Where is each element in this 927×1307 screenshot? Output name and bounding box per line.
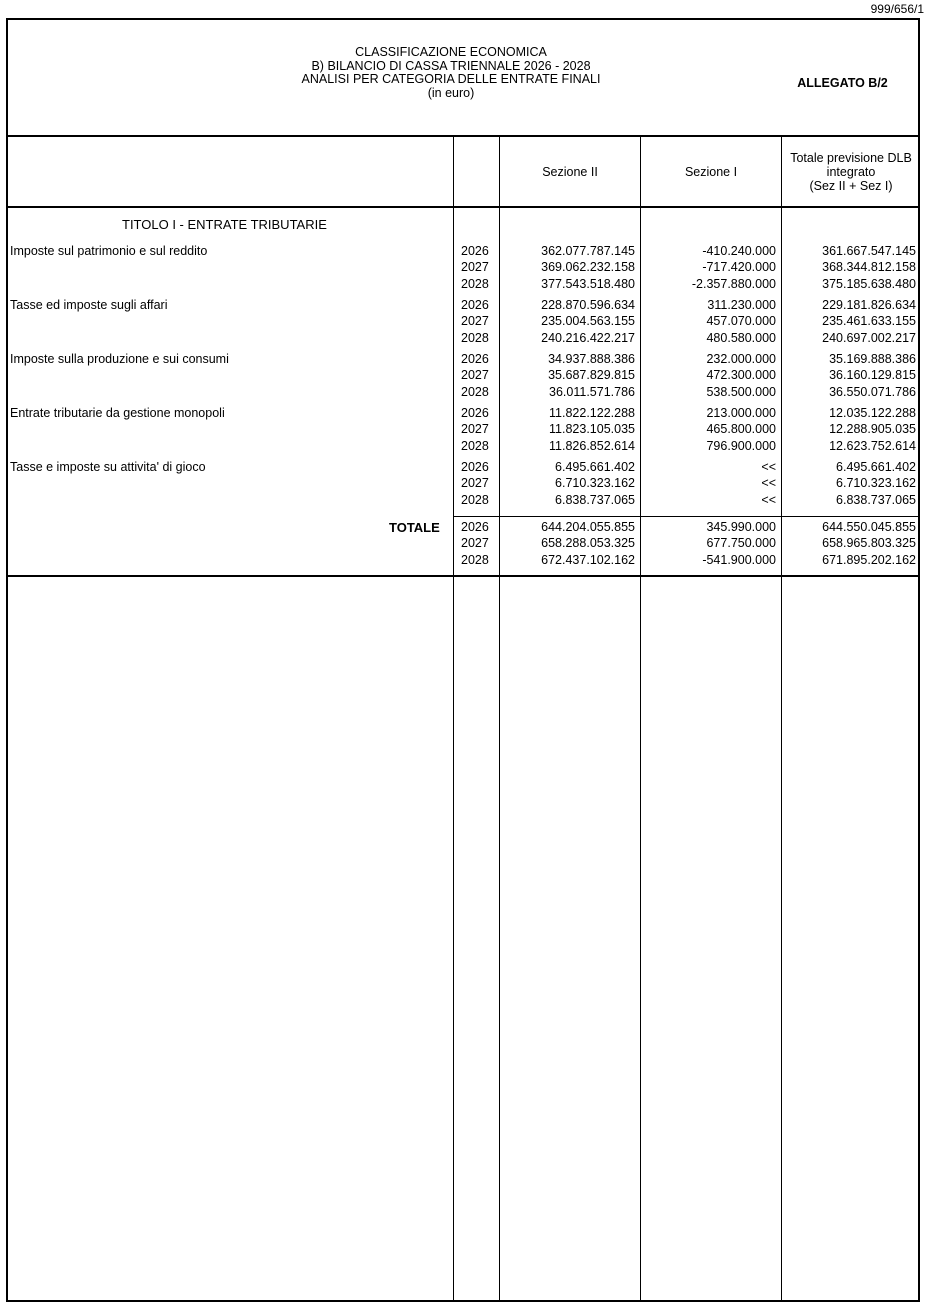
cell-totale: 235.461.633.155: [822, 314, 916, 329]
row-year: 2027: [461, 476, 489, 491]
cell-totale: 12.288.905.035: [829, 422, 916, 437]
column-header-totale: [782, 137, 920, 207]
cell-sezione1: <<: [761, 476, 776, 491]
category-label: Tasse ed imposte sugli affari: [10, 298, 168, 312]
cell-sezione1: 213.000.000: [706, 406, 776, 420]
row-year: 2026: [461, 460, 489, 474]
report-title-line2: B) BILANCIO DI CASSA TRIENNALE 2026 - 2028: [311, 58, 591, 73]
cell-sezione1: 457.070.000: [706, 314, 776, 329]
cell-totale: 361.667.547.145: [822, 244, 916, 258]
row-year: 2026: [461, 244, 489, 258]
totale-cell-sezione2: 658.288.053.325: [541, 536, 635, 551]
column-header-sezione1: Sezione I: [684, 165, 738, 179]
cell-sezione1: 232.000.000: [706, 352, 776, 366]
cell-sezione1: -717.420.000: [702, 260, 776, 275]
row-year: 2028: [461, 330, 489, 345]
cell-sezione1: 472.300.000: [706, 368, 776, 383]
table-end-divider: [6, 575, 920, 577]
cell-sezione1: <<: [761, 492, 776, 507]
totale-cell-sezione1: 677.750.000: [706, 536, 776, 551]
cell-sezione2: 35.687.829.815: [548, 368, 635, 383]
cell-sezione2: 6.495.661.402: [555, 460, 635, 474]
row-year: 2028: [461, 276, 489, 291]
cell-totale: 36.160.129.815: [829, 368, 916, 383]
totale-top-rule: [453, 516, 920, 517]
row-year: 2027: [461, 314, 489, 329]
cell-sezione2: 36.011.571.786: [549, 384, 635, 399]
category-label: Imposte sulla produzione e sui consumi: [10, 352, 229, 366]
cell-sezione1: 480.580.000: [706, 330, 776, 345]
cell-sezione1: 311.230.000: [707, 298, 776, 312]
row-year: 2026: [461, 406, 489, 420]
cell-sezione2: 240.216.422.217: [541, 330, 635, 345]
totale-cell-sezione1: -541.900.000: [702, 552, 776, 567]
cell-sezione1: -410.240.000: [702, 244, 776, 258]
cell-sezione2: 228.870.596.634: [541, 298, 635, 312]
category-label: Tasse e imposte su attivita' di gioco: [10, 460, 206, 474]
report-title-line1: CLASSIFICAZIONE ECONOMICA: [355, 45, 547, 59]
row-year: 2028: [461, 384, 489, 399]
cell-sezione1: 465.800.000: [706, 422, 776, 437]
cell-totale: 36.550.071.786: [829, 384, 916, 399]
report-title-line4: (in euro): [427, 85, 475, 100]
row-year: 2027: [461, 422, 489, 437]
document-reference: 999/656/1: [870, 2, 924, 16]
totale-cell-totale: 671.895.202.162: [822, 552, 916, 567]
cell-totale: 368.344.812.158: [822, 260, 916, 275]
totale-label: TOTALE: [389, 520, 440, 535]
totale-year: 2028: [461, 552, 489, 567]
page-frame: [6, 18, 920, 1302]
column-header-sezione2: Sezione II: [542, 165, 598, 179]
row-year: 2026: [461, 298, 489, 312]
category-label: Imposte sul patrimonio e sul reddito: [10, 244, 208, 258]
section-title: TITOLO I - ENTRATE TRIBUTARIE: [122, 217, 327, 232]
cell-sezione1: -2.357.880.000: [691, 276, 776, 291]
row-year: 2028: [461, 492, 489, 507]
cell-totale: 35.169.888.386: [829, 352, 916, 366]
totale-year: 2027: [461, 536, 489, 551]
totale-cell-sezione1: 345.990.000: [706, 520, 776, 534]
cell-sezione2: 11.822.122.288: [549, 406, 635, 420]
report-title: [200, 46, 702, 100]
cell-sezione2: 6.710.323.162: [555, 476, 635, 491]
cell-sezione2: 235.004.563.155: [541, 314, 635, 329]
row-year: 2027: [461, 260, 489, 275]
cell-sezione2: 11.826.852.614: [549, 438, 635, 453]
row-year: 2028: [461, 438, 489, 453]
col-divider-year: [453, 136, 454, 1302]
column-header-totale-line3: (Sez II + Sez I): [809, 179, 893, 193]
column-header-totale-line1: Totale previsione DLB: [790, 151, 912, 165]
cell-sezione2: 377.543.518.480: [541, 276, 635, 291]
totale-cell-totale: 658.965.803.325: [822, 536, 916, 551]
column-header-totale-line2: integrato: [826, 165, 876, 179]
cell-totale: 229.181.826.634: [822, 298, 916, 312]
totale-year: 2026: [461, 520, 489, 534]
category-label: Entrate tributarie da gestione monopoli: [10, 406, 225, 420]
cell-totale: 6.495.661.402: [836, 460, 916, 474]
cell-totale: 375.185.638.480: [822, 276, 916, 291]
cell-sezione1: 796.900.000: [706, 438, 776, 453]
totale-cell-sezione2: 644.204.055.855: [541, 520, 635, 534]
cell-sezione1: 538.500.000: [706, 384, 776, 399]
cell-sezione2: 34.937.888.386: [548, 352, 635, 366]
row-year: 2027: [461, 368, 489, 383]
totale-cell-sezione2: 672.437.102.162: [541, 552, 635, 567]
cell-sezione1: <<: [761, 460, 776, 474]
cell-sezione2: 369.062.232.158: [541, 260, 635, 275]
cell-sezione2: 362.077.787.145: [541, 244, 635, 258]
cell-sezione2: 6.838.737.065: [555, 492, 635, 507]
allegato-label: ALLEGATO B/2: [797, 76, 888, 90]
cell-totale: 6.710.323.162: [836, 476, 916, 491]
row-year: 2026: [461, 352, 489, 366]
totale-cell-totale: 644.550.045.855: [822, 520, 916, 534]
cell-totale: 6.838.737.065: [836, 492, 916, 507]
cell-totale: 12.623.752.614: [829, 438, 916, 453]
cell-sezione2: 11.823.105.035: [549, 422, 635, 437]
cell-totale: 240.697.002.217: [822, 330, 916, 345]
cell-totale: 12.035.122.288: [829, 406, 916, 420]
report-title-line3: ANALISI PER CATEGORIA DELLE ENTRATE FINALI: [301, 72, 601, 86]
